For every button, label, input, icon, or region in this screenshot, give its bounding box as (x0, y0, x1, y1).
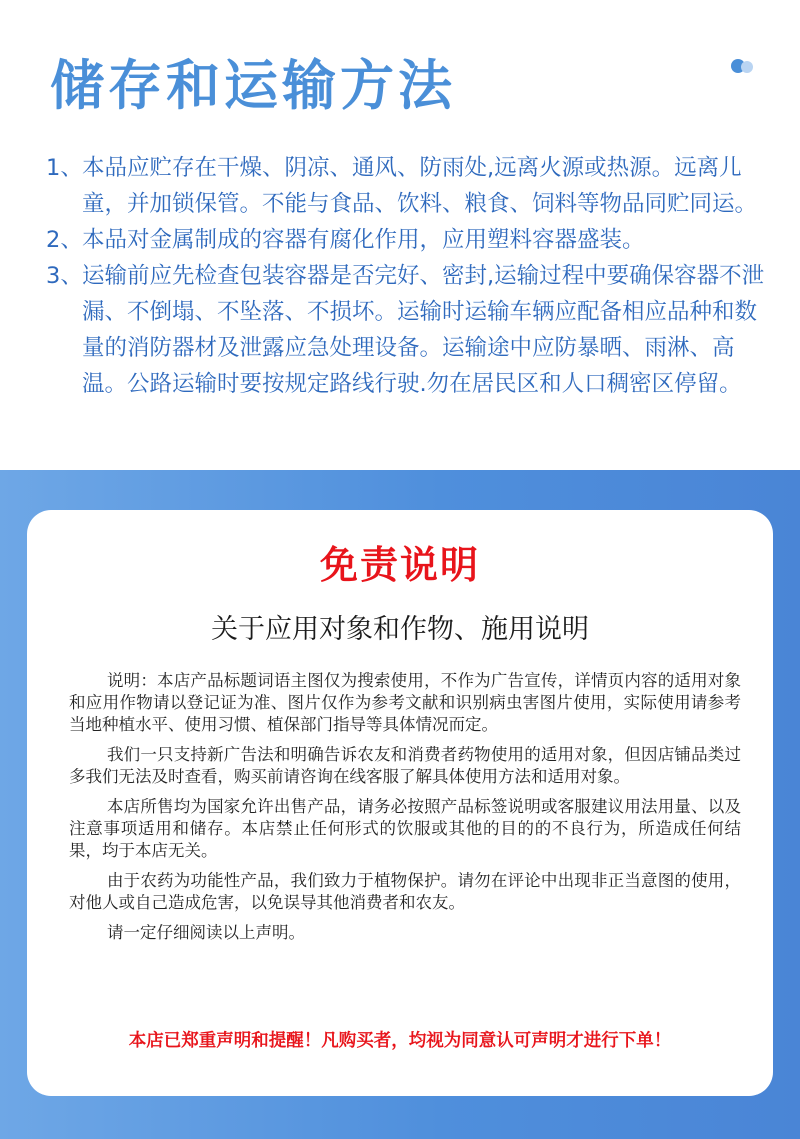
disclaimer-card (27, 510, 773, 1096)
storage-step (46, 222, 776, 258)
step-number: 3、 (46, 263, 83, 289)
step-text: 运输前应先检查包装容器是否完好、密封,运输过程中要确保容器不泄漏、不倒塌、不坠落、不损坏。运输时运输车辆应配备相应品种和数量的消防器材及泄露应急处理设备。运输途中应防暴晒、雨淋、高温。公路运输时要按规定路线行驶.勿在居民区和人口稠密区停留。 (82, 263, 765, 397)
disclaimer-paragraph: 本店所售均为国家允许出售产品，请务必按照产品标签说明或客服建议用法用量、以及注意事项适用和储存。本店禁止任何形式的饮服或其他的目的的不良行为，所造成任何结果，均于本店无关。 (69, 797, 741, 860)
storage-step (46, 258, 776, 402)
step-text: 本品对金属制成的容器有腐化作用，应用塑料容器盛装。 (82, 227, 645, 253)
disclaimer-section (0, 470, 800, 1139)
disclaimer-paragraph: 由于农药为功能性产品，我们致力于植物保护。请勿在评论中出现非正当意图的使用，对他人或自己造成危害，以免误导其他消费者和农友。 (69, 871, 741, 912)
disclaimer-paragraph: 说明：本店产品标题词语主图仅为搜索使用，不作为广告宣传，详情页内容的适用对象和应用作物请以登记证为准、图片仅作为参考文献和识别病虫害图片使用，实际使用请参考当地种植水平、使用习惯、植保部门指导等具体情况而定。 (69, 671, 741, 734)
storage-step (46, 150, 776, 222)
disclaimer-paragraph: 请一定仔细阅读以上声明。 (106, 923, 305, 942)
step-number: 2、 (46, 227, 83, 253)
disclaimer-paragraph: 我们一只支持新广告法和明确告诉农友和消费者药物使用的适用对象，但因店铺品类过多我们无法及时查看，购买前请咨询在线客服了解具体使用方法和适用对象。 (69, 745, 741, 786)
decorative-dots-icon (731, 59, 757, 73)
storage-section (0, 0, 800, 470)
step-text: 本品应贮存在干燥、阴凉、通风、防雨处,远离火源或热源。远离儿童，并加锁保管。不能与食品、饮料、粮食、饲料等物品同贮同运。 (82, 155, 758, 217)
storage-title: 储存和运输方法 (50, 54, 456, 117)
disclaimer-warning: 本店已郑重声明和提醒！凡购买者，均视为同意认可声明才进行下单！ (128, 1031, 672, 1051)
disclaimer-title: 免责说明 (319, 543, 480, 587)
step-number: 1、 (46, 155, 83, 181)
storage-steps-list (46, 150, 776, 402)
disclaimer-subtitle: 关于应用对象和作物、施用说明 (211, 614, 589, 645)
disclaimer-body (69, 670, 741, 952)
